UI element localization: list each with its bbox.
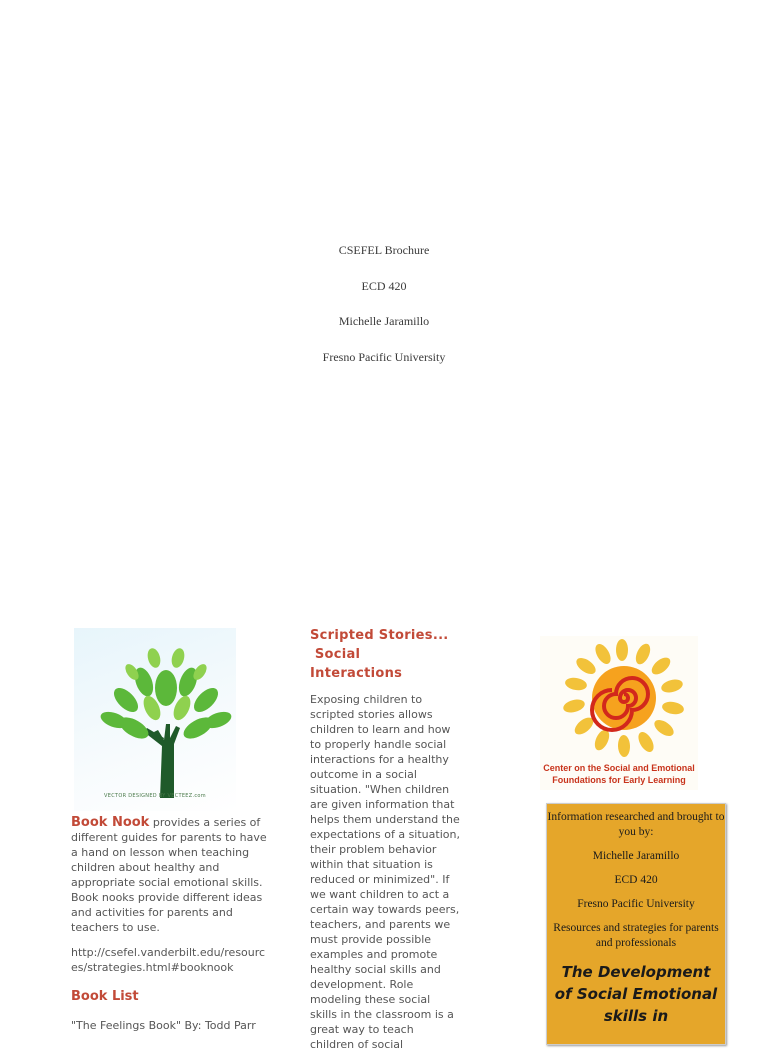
panel-course: ECD 420 bbox=[614, 874, 658, 886]
csefel-logo bbox=[540, 636, 698, 790]
cover-title: CSEFEL Brochure bbox=[338, 243, 430, 257]
tree-icon bbox=[74, 628, 236, 811]
title-line-2: Social bbox=[310, 647, 361, 662]
image-credit: VECTOR DESIGNED BY VECTEEZ.com bbox=[104, 793, 206, 799]
book-nook-text: provides a series of different guides for parents to have a hand on lesson when teaching children about healthy and appropriate social emotional skills. Book nooks provide different ideas and activities for parents and teachers to use. bbox=[71, 816, 267, 934]
cover-author: Michelle Jaramillo bbox=[338, 314, 430, 328]
book-list-item: "The Feelings Book" By: Todd Parr bbox=[71, 1019, 256, 1032]
book-nook-heading: Book Nook bbox=[71, 815, 150, 830]
scripted-stories-body: Exposing children to scripted stories allows children to learn and how to properly handle social interactions for a healthy outcome in a social situation. "When children are given information that helps them understand the expectations of a situation, their problem behavior within that situation is reduced or minimized". If we want children to act a certain way towards peers, teachers, and parents we must provide possible examples and promote healthy social skills and development. Role modeling these social skills in the classroom is a great way to teach children of social bbox=[310, 693, 460, 1051]
cover-block bbox=[0, 236, 768, 378]
title-line-3: Interactions bbox=[310, 666, 403, 681]
panel-big-title: The Development of Social Emotional skills in bbox=[554, 963, 718, 1025]
tree-image bbox=[74, 628, 236, 811]
logo-caption bbox=[540, 762, 698, 786]
info-panel bbox=[546, 803, 726, 1045]
column-cover-panel bbox=[540, 636, 730, 790]
panel-university: Fresno Pacific University bbox=[577, 898, 695, 910]
book-list-heading: Book List bbox=[71, 989, 139, 1004]
scripted-stories-title bbox=[310, 626, 460, 683]
panel-intro: Information researched and brought to you by: bbox=[547, 811, 725, 838]
cover-course: ECD 420 bbox=[361, 278, 407, 293]
book-nook-link[interactable]: http://csefel.vanderbilt.edu/resources/strategies.html#booknook bbox=[71, 946, 266, 974]
book-nook-paragraph bbox=[71, 815, 271, 935]
column-scripted-stories bbox=[310, 626, 460, 1051]
cover-university: Fresno Pacific University bbox=[322, 349, 446, 364]
panel-author: Michelle Jaramillo bbox=[592, 850, 680, 862]
title-line-1: Scripted Stories... bbox=[310, 628, 449, 643]
logo-caption-line-2: Foundations for Early Learning bbox=[552, 775, 686, 785]
column-book-nook bbox=[71, 628, 271, 1033]
panel-tagline: Resources and strategies for parents and professionals bbox=[553, 922, 719, 949]
logo-caption-line-1: Center on the Social and Emotional bbox=[543, 763, 695, 773]
